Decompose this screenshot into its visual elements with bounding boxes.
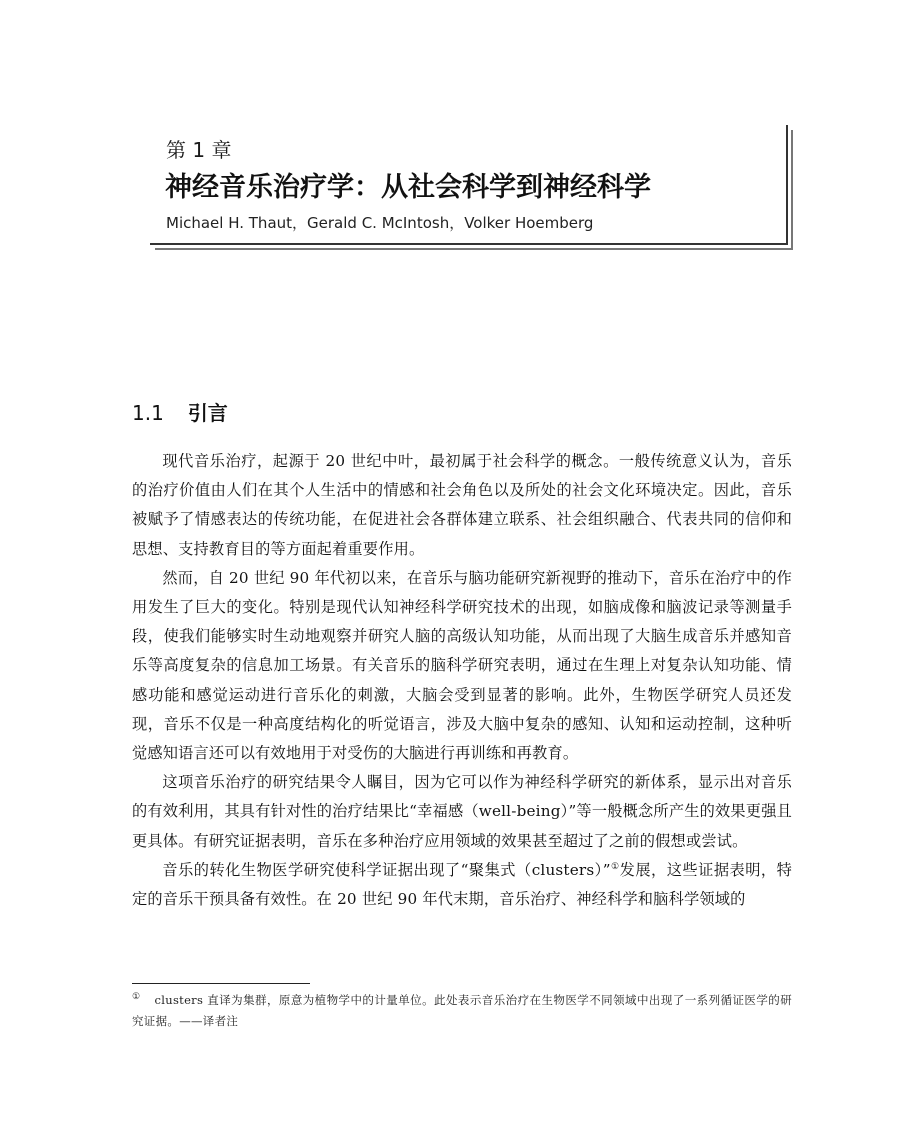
paragraph-1: 现代音乐治疗，起源于 20 世纪中叶，最初属于社会科学的概念。一般传统意义认为，音乐的治疗价值由人们在其个人生活中的情感和社会角色以及所处的社会文化环境决定。因此，音乐被赋予了情感表达的传统功能，在促进社会各群体建立联系、社会组织融合、代表共同的信仰和思想、支持教育目的等方面起着重要作用。: [132, 452, 792, 558]
footnote-divider: [132, 983, 310, 984]
footnote: [132, 990, 792, 1032]
footnote-marker: ①: [132, 992, 141, 1003]
paragraph-4: [132, 856, 792, 914]
chapter-authors: Michael H. Thaut，Gerald C. McIntosh，Volker Hoemberg: [166, 214, 594, 232]
section-heading: [132, 398, 228, 428]
section-number: 1.1: [132, 401, 164, 425]
chapter-title: 神经音乐治疗学：从社会科学到神经科学: [165, 172, 651, 203]
footnote-reference[interactable]: ①: [610, 861, 620, 872]
paragraph-4-start: 音乐的转化生物医学研究使科学证据出现了“聚集式（clusters）”: [162, 860, 611, 879]
footnote-text: clusters 直译为集群，原意为植物学中的计量单位。此处表示音乐治疗在生物医学不同领域中出现了一系列循证医学的研究证据。——译者注: [132, 993, 792, 1028]
paragraph-4-end: 发展，这些证据表明，特定的音乐干预具备有效性。在 20 世纪 90 年代末期，音乐治疗、神经科学和脑科学领域的: [132, 860, 792, 909]
chapter-number: 第 1 章: [166, 138, 232, 162]
paragraph-3: 这项音乐治疗的研究结果令人瞩目，因为它可以作为神经科学研究的新体系，显示出对音乐的有效利用，其具有针对性的治疗结果比“幸福感（well-being）”等一般概念所产生的效果更强且更具体。有研究证据表明，音乐在多种治疗应用领域的效果甚至超过了之前的假想或尝试。: [132, 773, 792, 850]
paragraph-2: 然而，自 20 世纪 90 年代初以来，在音乐与脑功能研究新视野的推动下，音乐在治疗中的作用发生了巨大的变化。特别是现代认知神经科学研究技术的出现，如脑成像和脑波记录等测量手段，使我们能够实时生动地观察并研究人脑的高级认知功能，从而出现了大脑生成音乐并感知音乐等高度复杂的信息加工场景。有关音乐的脑科学研究表明，通过在生理上对复杂认知功能、情感功能和感觉运动进行音乐化的刺激，大脑会受到显著的影响。此外，生物医学研究人员还发现，音乐不仅是一种高度结构化的听觉语言，涉及大脑中复杂的感知、认知和运动控制，这种听觉感知语言还可以有效地用于对受伤的大脑进行再训练和再教育。: [132, 568, 792, 763]
body-text: [132, 447, 792, 914]
section-title: 引言: [187, 401, 228, 425]
